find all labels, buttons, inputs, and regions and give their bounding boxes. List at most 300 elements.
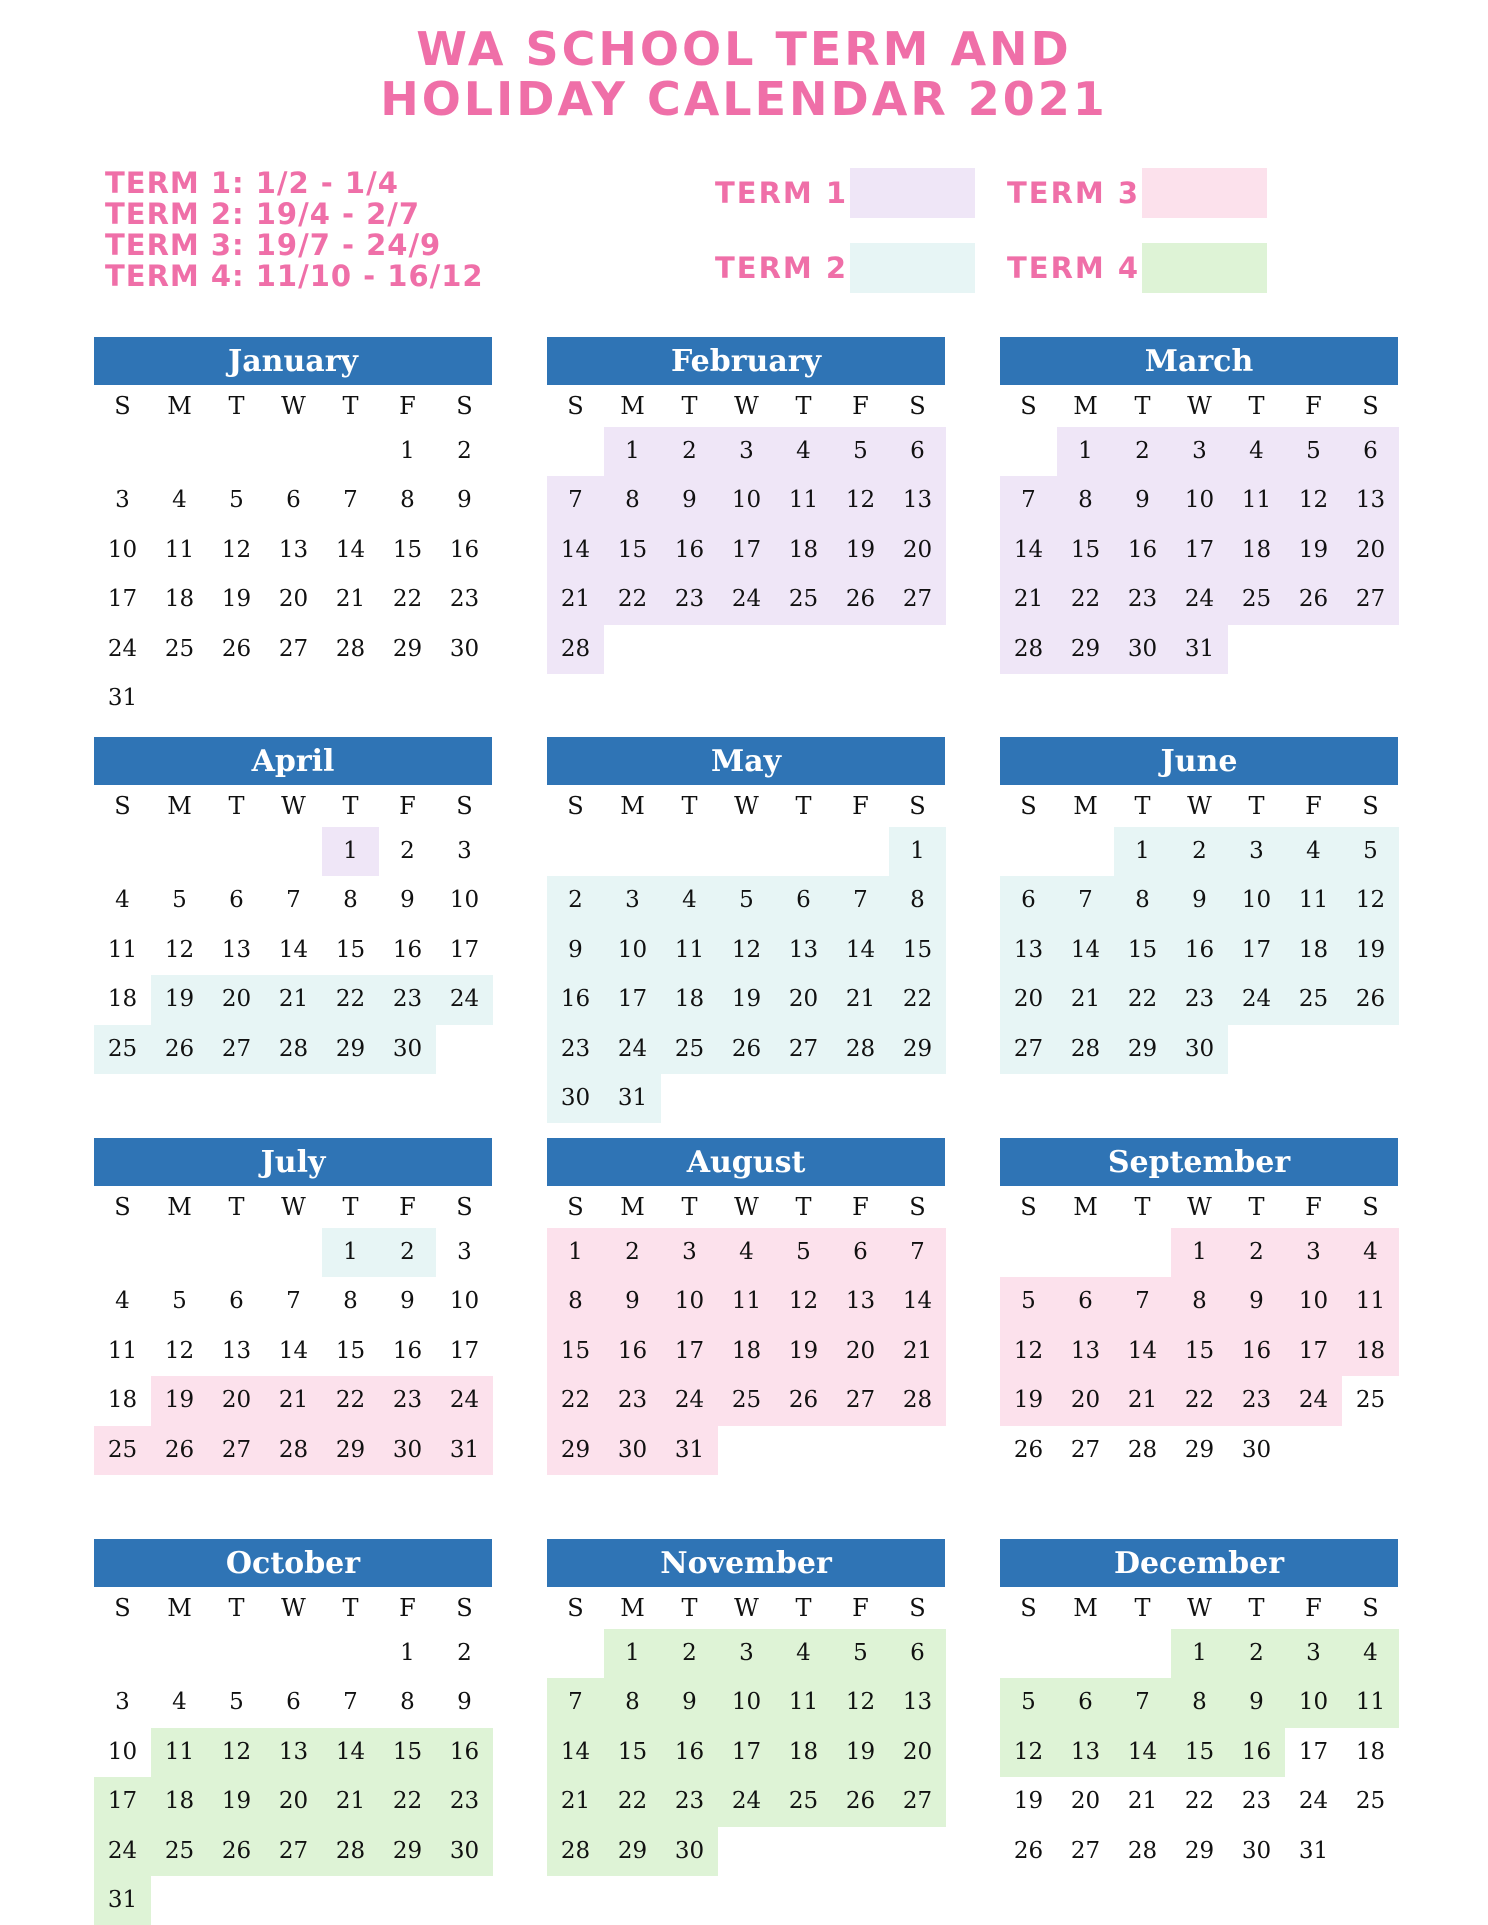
day-cell: 8 xyxy=(1114,876,1171,925)
month-grid xyxy=(94,385,492,723)
weekday-label: T xyxy=(795,1594,812,1622)
day-cell: 11 xyxy=(1342,1678,1399,1727)
day-cell: 30 xyxy=(379,1426,436,1475)
day-cell: 4 xyxy=(115,1288,130,1315)
day-cell: 3 xyxy=(1228,827,1285,876)
day-cell: 21 xyxy=(832,975,889,1024)
day-cell: 15 xyxy=(604,526,661,575)
day-cell: 15 xyxy=(547,1327,604,1376)
day-cell: 16 xyxy=(547,975,604,1024)
day-cell: 13 xyxy=(1057,1728,1114,1777)
day-cell: 31 xyxy=(661,1426,718,1475)
day-cell: 21 xyxy=(889,1327,946,1376)
day-cell: 2 xyxy=(1171,827,1228,876)
day-cell: 12 xyxy=(1342,876,1399,925)
day-cell: 19 xyxy=(775,1327,832,1376)
weekday-label: T xyxy=(342,1594,359,1622)
day-cell: 19 xyxy=(151,1376,208,1425)
day-cell: 17 xyxy=(1171,526,1228,575)
empty-cell xyxy=(208,1228,265,1277)
day-cell: 24 xyxy=(94,1827,151,1876)
empty-cell xyxy=(208,827,265,876)
day-cell: 1 xyxy=(322,1228,379,1277)
day-cell: 19 xyxy=(1285,526,1342,575)
day-cell: 14 xyxy=(1057,926,1114,975)
empty-cell xyxy=(1057,1228,1114,1277)
weekday-label: S xyxy=(1020,1193,1037,1221)
empty-cell xyxy=(151,1228,208,1277)
empty-cell xyxy=(94,827,151,876)
empty-cell xyxy=(1000,427,1057,476)
day-cell: 3 xyxy=(604,876,661,925)
day-cell: 19 xyxy=(832,1728,889,1777)
day-cell: 4 xyxy=(172,487,187,514)
month-grid xyxy=(547,785,945,1123)
day-cell: 7 xyxy=(1057,876,1114,925)
empty-cell xyxy=(547,427,604,476)
empty-cell xyxy=(604,827,661,876)
day-cell: 20 xyxy=(208,975,265,1024)
weekday-label: F xyxy=(399,1594,416,1622)
weekday-label: W xyxy=(734,1193,759,1221)
day-cell: 6 xyxy=(229,1288,244,1315)
weekday-label: W xyxy=(734,1594,759,1622)
day-cell: 9 xyxy=(1114,476,1171,525)
legend-term-2 xyxy=(715,243,975,293)
weekday-label: T xyxy=(681,1594,698,1622)
day-cell: 25 xyxy=(718,1376,775,1425)
day-cell: 9 xyxy=(400,887,415,914)
day-cell: 28 xyxy=(1127,1436,1158,1463)
empty-cell xyxy=(94,1629,151,1678)
day-cell: 16 xyxy=(449,536,480,563)
day-cell: 2 xyxy=(379,1228,436,1277)
weekday-label: T xyxy=(228,1193,245,1221)
day-cell: 4 xyxy=(661,876,718,925)
day-cell: 16 xyxy=(392,1337,423,1364)
day-cell: 30 xyxy=(379,1025,436,1074)
month-march xyxy=(1000,337,1398,674)
day-cell: 22 xyxy=(604,575,661,624)
weekday-label: W xyxy=(281,792,306,820)
weekday-label: T xyxy=(681,392,698,420)
day-cell: 13 xyxy=(221,1337,252,1364)
weekday-label: T xyxy=(1134,1594,1151,1622)
day-cell: 14 xyxy=(547,1728,604,1777)
day-cell: 17 xyxy=(718,526,775,575)
day-cell: 28 xyxy=(265,1025,322,1074)
day-cell: 17 xyxy=(1228,926,1285,975)
day-cell: 22 xyxy=(379,1777,436,1826)
month-grid xyxy=(94,1186,492,1475)
day-cell: 13 xyxy=(265,1728,322,1777)
legend-term-1 xyxy=(715,168,975,218)
month-grid xyxy=(1000,1587,1398,1876)
day-cell: 13 xyxy=(278,536,309,563)
weekday-label: M xyxy=(620,792,645,820)
weekday-label: S xyxy=(1362,392,1379,420)
day-cell: 1 xyxy=(1171,1629,1228,1678)
day-cell: 13 xyxy=(1000,926,1057,975)
day-cell: 16 xyxy=(1228,1728,1285,1777)
day-cell: 23 xyxy=(1228,1376,1285,1425)
empty-cell xyxy=(208,427,265,476)
day-cell: 26 xyxy=(1013,1436,1044,1463)
weekday-label: M xyxy=(620,1193,645,1221)
day-cell: 1 xyxy=(400,438,415,464)
day-cell: 21 xyxy=(1114,1376,1171,1425)
month-january xyxy=(94,337,492,723)
weekday-label: S xyxy=(567,792,584,820)
day-cell: 15 xyxy=(1171,1327,1228,1376)
day-cell: 7 xyxy=(286,1288,301,1315)
empty-cell xyxy=(547,1629,604,1678)
month-header: April xyxy=(94,737,492,785)
empty-cell xyxy=(718,827,775,876)
empty-cell xyxy=(94,1228,151,1277)
day-cell: 6 xyxy=(229,887,244,914)
day-cell: 7 xyxy=(547,476,604,525)
day-cell: 20 xyxy=(832,1327,889,1376)
weekday-label: S xyxy=(909,1594,926,1622)
day-cell: 28 xyxy=(889,1376,946,1425)
day-cell: 7 xyxy=(343,1689,358,1716)
day-cell: 4 xyxy=(1228,427,1285,476)
day-cell: 30 xyxy=(1241,1436,1272,1463)
weekday-label: S xyxy=(1362,1193,1379,1221)
day-cell: 22 xyxy=(889,975,946,1024)
day-cell: 3 xyxy=(457,1239,472,1265)
day-cell: 20 xyxy=(208,1376,265,1425)
day-cell: 19 xyxy=(221,586,252,613)
weekday-label: F xyxy=(1305,792,1322,820)
weekday-label: M xyxy=(1073,1594,1098,1622)
day-cell: 17 xyxy=(718,1728,775,1777)
day-cell: 29 xyxy=(1184,1837,1215,1864)
day-cell: 15 xyxy=(1114,926,1171,975)
term-dates-list xyxy=(105,168,484,292)
day-cell: 22 xyxy=(1171,1376,1228,1425)
day-cell: 2 xyxy=(457,438,472,464)
day-cell: 9 xyxy=(1228,1678,1285,1727)
day-cell: 23 xyxy=(436,1777,493,1826)
day-cell: 28 xyxy=(547,625,604,674)
month-header: December xyxy=(1000,1539,1398,1587)
weekday-label: M xyxy=(167,392,192,420)
day-cell: 15 xyxy=(379,1728,436,1777)
day-cell: 26 xyxy=(1285,575,1342,624)
day-cell: 26 xyxy=(832,1777,889,1826)
day-cell: 6 xyxy=(1000,876,1057,925)
day-cell: 5 xyxy=(229,487,244,514)
day-cell: 27 xyxy=(1070,1837,1101,1864)
day-cell: 18 xyxy=(661,975,718,1024)
day-cell: 26 xyxy=(151,1426,208,1475)
day-cell: 28 xyxy=(1127,1837,1158,1864)
day-cell: 27 xyxy=(278,635,309,662)
day-cell: 31 xyxy=(1171,625,1228,674)
day-cell: 14 xyxy=(547,526,604,575)
day-cell: 23 xyxy=(1241,1788,1272,1815)
month-grid xyxy=(1000,785,1398,1074)
day-cell: 22 xyxy=(1114,975,1171,1024)
weekday-label: M xyxy=(1073,1193,1098,1221)
month-header: November xyxy=(547,1539,945,1587)
day-cell: 23 xyxy=(1114,575,1171,624)
day-cell: 24 xyxy=(1228,975,1285,1024)
day-cell: 23 xyxy=(547,1025,604,1074)
day-cell: 5 xyxy=(775,1228,832,1277)
day-cell: 17 xyxy=(107,586,138,613)
weekday-label: S xyxy=(1020,792,1037,820)
day-cell: 10 xyxy=(604,926,661,975)
empty-cell xyxy=(151,827,208,876)
day-cell: 7 xyxy=(547,1678,604,1727)
month-header: June xyxy=(1000,737,1398,785)
day-cell: 18 xyxy=(107,1387,138,1414)
day-cell: 25 xyxy=(151,1827,208,1876)
empty-cell xyxy=(1057,1629,1114,1678)
weekday-label: W xyxy=(281,1594,306,1622)
legend-term-3 xyxy=(1007,168,1267,218)
day-cell: 1 xyxy=(1114,827,1171,876)
day-cell: 3 xyxy=(1285,1228,1342,1277)
weekday-label: T xyxy=(342,392,359,420)
day-cell: 14 xyxy=(1114,1327,1171,1376)
weekday-label: T xyxy=(342,1193,359,1221)
day-cell: 7 xyxy=(343,487,358,514)
day-cell: 15 xyxy=(335,936,366,963)
day-cell: 8 xyxy=(1171,1277,1228,1326)
empty-cell xyxy=(1114,1629,1171,1678)
day-cell: 30 xyxy=(547,1074,604,1123)
day-cell: 2 xyxy=(661,427,718,476)
day-cell: 6 xyxy=(832,1228,889,1277)
day-cell: 3 xyxy=(115,1689,130,1716)
weekday-label: S xyxy=(909,1193,926,1221)
month-october xyxy=(94,1539,492,1925)
empty-cell xyxy=(547,827,604,876)
weekday-label: T xyxy=(681,1193,698,1221)
day-cell: 15 xyxy=(604,1728,661,1777)
day-cell: 5 xyxy=(832,1629,889,1678)
day-cell: 8 xyxy=(343,1288,358,1315)
day-cell: 9 xyxy=(547,926,604,975)
month-grid xyxy=(547,1587,945,1876)
day-cell: 9 xyxy=(661,476,718,525)
weekday-label: F xyxy=(399,392,416,420)
month-june xyxy=(1000,737,1398,1074)
empty-cell xyxy=(265,1228,322,1277)
day-cell: 21 xyxy=(322,1777,379,1826)
day-cell: 12 xyxy=(164,1337,195,1364)
day-cell: 3 xyxy=(1285,1629,1342,1678)
day-cell: 13 xyxy=(1342,476,1399,525)
day-cell: 3 xyxy=(115,487,130,514)
title-line-1: WA SCHOOL TERM AND xyxy=(416,22,1072,76)
weekday-label: F xyxy=(852,792,869,820)
day-cell: 8 xyxy=(1171,1678,1228,1727)
day-cell: 1 xyxy=(604,1629,661,1678)
day-cell: 17 xyxy=(1285,1327,1342,1376)
weekday-label: S xyxy=(567,1594,584,1622)
day-cell: 24 xyxy=(1298,1788,1329,1815)
day-cell: 6 xyxy=(286,1689,301,1716)
day-cell: 18 xyxy=(164,586,195,613)
day-cell: 6 xyxy=(889,1629,946,1678)
day-cell: 5 xyxy=(718,876,775,925)
day-cell: 20 xyxy=(889,1728,946,1777)
month-april xyxy=(94,737,492,1074)
day-cell: 20 xyxy=(278,586,309,613)
day-cell: 6 xyxy=(1342,427,1399,476)
weekday-label: S xyxy=(114,1193,131,1221)
day-cell: 11 xyxy=(1228,476,1285,525)
day-cell: 17 xyxy=(449,936,480,963)
day-cell: 24 xyxy=(107,635,138,662)
day-cell: 11 xyxy=(661,926,718,975)
day-cell: 15 xyxy=(889,926,946,975)
day-cell: 16 xyxy=(1114,526,1171,575)
day-cell: 18 xyxy=(1285,926,1342,975)
day-cell: 17 xyxy=(94,1777,151,1826)
day-cell: 23 xyxy=(379,975,436,1024)
day-cell: 18 xyxy=(1228,526,1285,575)
weekday-label: S xyxy=(114,1594,131,1622)
weekday-label: F xyxy=(852,1193,869,1221)
legend-swatch xyxy=(850,168,975,218)
day-cell: 3 xyxy=(457,838,472,864)
day-cell: 10 xyxy=(449,1288,480,1315)
day-cell: 30 xyxy=(436,1827,493,1876)
day-cell: 14 xyxy=(278,1337,309,1364)
day-cell: 4 xyxy=(1285,827,1342,876)
day-cell: 5 xyxy=(1000,1678,1057,1727)
empty-cell xyxy=(94,427,151,476)
weekday-label: T xyxy=(228,1594,245,1622)
day-cell: 17 xyxy=(449,1337,480,1364)
day-cell: 2 xyxy=(547,876,604,925)
day-cell: 14 xyxy=(335,536,366,563)
weekday-label: T xyxy=(1248,1594,1265,1622)
day-cell: 18 xyxy=(775,1728,832,1777)
day-cell: 13 xyxy=(889,1678,946,1727)
empty-cell xyxy=(832,827,889,876)
day-cell: 27 xyxy=(889,1777,946,1826)
day-cell: 29 xyxy=(1057,625,1114,674)
day-cell: 23 xyxy=(1171,975,1228,1024)
day-cell: 8 xyxy=(1057,476,1114,525)
day-cell: 25 xyxy=(94,1025,151,1074)
day-cell: 3 xyxy=(661,1228,718,1277)
month-grid xyxy=(547,1186,945,1475)
day-cell: 4 xyxy=(1342,1228,1399,1277)
weekday-label: W xyxy=(281,392,306,420)
day-cell: 21 xyxy=(547,1777,604,1826)
day-cell: 29 xyxy=(379,1827,436,1876)
day-cell: 27 xyxy=(265,1827,322,1876)
day-cell: 5 xyxy=(172,1288,187,1315)
empty-cell xyxy=(1114,1228,1171,1277)
month-header: February xyxy=(547,337,945,385)
day-cell: 30 xyxy=(1241,1837,1272,1864)
weekday-label: T xyxy=(795,792,812,820)
day-cell: 26 xyxy=(151,1025,208,1074)
empty-cell xyxy=(1000,1629,1057,1678)
day-cell: 31 xyxy=(604,1074,661,1123)
day-cell: 12 xyxy=(164,936,195,963)
day-cell: 23 xyxy=(604,1376,661,1425)
day-cell: 29 xyxy=(547,1426,604,1475)
weekday-label: S xyxy=(456,792,473,820)
day-cell: 13 xyxy=(775,926,832,975)
day-cell: 28 xyxy=(322,1827,379,1876)
month-header: May xyxy=(547,737,945,785)
day-cell: 9 xyxy=(457,1689,472,1716)
day-cell: 16 xyxy=(436,1728,493,1777)
weekday-label: W xyxy=(1187,1594,1212,1622)
day-cell: 11 xyxy=(1285,876,1342,925)
weekday-label: W xyxy=(1187,392,1212,420)
day-cell: 28 xyxy=(547,1827,604,1876)
day-cell: 20 xyxy=(265,1777,322,1826)
weekday-label: W xyxy=(1187,792,1212,820)
day-cell: 21 xyxy=(265,1376,322,1425)
weekday-label: M xyxy=(620,1594,645,1622)
weekday-label: S xyxy=(909,392,926,420)
day-cell: 8 xyxy=(604,476,661,525)
empty-cell xyxy=(265,827,322,876)
day-cell: 13 xyxy=(1057,1327,1114,1376)
month-september xyxy=(1000,1138,1398,1475)
day-cell: 16 xyxy=(661,1728,718,1777)
day-cell: 5 xyxy=(1342,827,1399,876)
weekday-label: F xyxy=(1305,392,1322,420)
day-cell: 31 xyxy=(436,1426,493,1475)
weekday-label: W xyxy=(734,792,759,820)
weekday-label: S xyxy=(1362,1594,1379,1622)
empty-cell xyxy=(1000,827,1057,876)
month-header: March xyxy=(1000,337,1398,385)
day-cell: 11 xyxy=(775,476,832,525)
empty-cell xyxy=(1000,1228,1057,1277)
day-cell: 15 xyxy=(1057,526,1114,575)
weekday-label: S xyxy=(456,1594,473,1622)
day-cell: 3 xyxy=(718,427,775,476)
weekday-label: F xyxy=(1305,1193,1322,1221)
day-cell: 31 xyxy=(1298,1837,1329,1864)
day-cell: 8 xyxy=(547,1277,604,1326)
day-cell: 14 xyxy=(322,1728,379,1777)
weekday-label: T xyxy=(1134,792,1151,820)
day-cell: 4 xyxy=(1342,1629,1399,1678)
day-cell: 26 xyxy=(1342,975,1399,1024)
day-cell: 4 xyxy=(115,887,130,914)
legend-swatch xyxy=(1142,168,1267,218)
empty-cell xyxy=(322,1629,379,1678)
day-cell: 3 xyxy=(718,1629,775,1678)
day-cell: 12 xyxy=(208,1728,265,1777)
day-cell: 12 xyxy=(1000,1327,1057,1376)
day-cell: 12 xyxy=(1285,476,1342,525)
day-cell: 15 xyxy=(335,1337,366,1364)
weekday-label: S xyxy=(456,1193,473,1221)
day-cell: 28 xyxy=(1000,625,1057,674)
weekday-label: S xyxy=(456,392,473,420)
month-header: January xyxy=(94,337,492,385)
month-may xyxy=(547,737,945,1123)
weekday-label: T xyxy=(795,392,812,420)
